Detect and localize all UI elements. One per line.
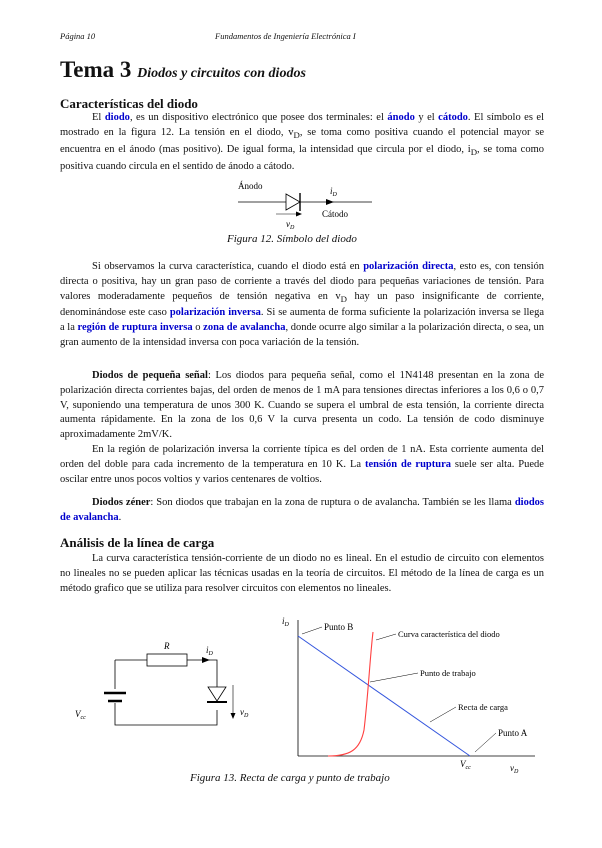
keyword-diodo: diodo (104, 112, 130, 123)
svg-text:vD: $v_D$ (240, 707, 249, 719)
svg-text:iD: $i_D$ (282, 616, 289, 628)
svg-text:vD: $v_D$ (286, 219, 295, 231)
point-b-label: Punto B (324, 622, 354, 632)
chapter-number: Tema 3 (60, 57, 132, 82)
term-zener: Diodos zéner (92, 497, 151, 508)
keyword-tension-ruptura: tensión de ruptura (364, 458, 451, 470)
chapter-subtitle: Diodos y circuitos con diodos (137, 66, 306, 81)
figure-12-caption: Figura 12. Símbolo del diodo (227, 233, 357, 245)
anode-label: Ánodo (238, 181, 263, 191)
figure-13-caption: Figura 13. Recta de carga y punto de trabajo (190, 772, 390, 784)
paragraph-zener: Diodos zéner: Son diodos que trabajan en la zona de ruptura o de avalancha. También se les llama diodos de avalancha. (60, 497, 544, 523)
svg-text:iD: $i_D$ (330, 186, 337, 198)
svg-text:Vcc: $V_{cc}$ (75, 709, 86, 721)
svg-text:vD: $v_D$ (510, 763, 519, 775)
keyword-zona-avalancha: zona de avalancha (203, 322, 286, 334)
keyword-catodo: cátodo (438, 112, 468, 123)
keyword-region-ruptura: región de ruptura inversa (77, 322, 193, 334)
circuit-diode-icon (208, 687, 226, 701)
paragraph-diode-intro: El diodo, es un dispositivo electrónico que posee dos terminales: el ánodo y el cátodo. El símbolo es el mostrado en la figura 12. La tensión en el diodo, $v_D$, se toma como positiva cuando el potencial mayor se encuentra en el ánodo (mas positivo). De igual forma, la intensidad que circula por el diodo, $i_D$, se toma como positiva cuando circula en el sentido de ánodo a cátodo. (60, 112, 545, 172)
cathode-label: Cátodo (322, 209, 348, 219)
work-point-label: Punto de trabajo (420, 668, 476, 678)
section-heading-load-line: Análisis de la línea de carga (60, 535, 215, 550)
diode-triangle-icon (286, 194, 300, 210)
section-heading-diode: Características del diodo (60, 96, 198, 111)
paragraph-load-line: La curva característica tensión-corriente de un diodo no es lineal. En el estudio de circuito con elementos no lineales no se pueden aplicar las técnicas usadas en la teoría de circuitos. El método de la línea de carga es un método grafico que se utiliza para resolver circuitos con elementos no lineales. (60, 553, 544, 594)
resistor-label: R (164, 641, 170, 651)
diode-curve (328, 632, 373, 756)
keyword-diodos-avalancha: diodos de avalancha (60, 497, 544, 523)
keyword-anodo: ánodo (387, 112, 415, 123)
paragraph-bias: Si observamos la curva característica, cuando el diodo está en polarización directa, esto es, con tensión directa o positiva, hay un gran paso de corriente a través del diodo para pequeñas variaciones de tensión. Para valores moderadamente pequeños de tensión negativa en $v_D$ hay un paso insignificante de corriente, denominándose este caso polarización inversa. Si se aumenta de forma suficiente la polarización inversa se llega a la región de ruptura inversa o zona de avalancha, donde ocurre algo similar a la polarización directa, o sea, un gran aumento de la intensidad inversa con poca variación de la tensión. (60, 261, 545, 349)
current-arrow-icon (326, 199, 334, 205)
diode-symbol-figure (230, 178, 380, 233)
svg-text:Vcc: $V_{cc}$ (460, 759, 471, 771)
keyword-polarizacion-inversa: polarización inversa (169, 307, 261, 319)
chapter-title (60, 57, 306, 83)
load-line-label: Recta de carga (458, 702, 508, 712)
paragraph-small-signal: Diodos de pequeña señal: Los diodos para pequeña señal, como el 1N4148 presentan en la zona de polarización directa corrientes bajas, del orden de menos de 1 mA para tensiones directas inferiores a los 0,6 o 0,7 V, suponiendo una temperatura de unos 300 K. Cuando se supera el umbral de esta tensión, la corriente directa aumenta rápidamente. En la zona de los 0,6 V la curva presenta un codo. La tensión de codo disminuye aproximadamente 2mV/K. En la región de polarización inversa la corriente típica es del orden de 1 nA. Esta corriente aumenta del orden del doble para cada incremento de la temperatura en 10 K. La tensión de ruptura suele ser alta. Puede oscilar entre unos pocos voltios y varios centenares de voltios. (60, 370, 545, 485)
page-number: Página 10 (60, 31, 96, 41)
circuit-current-arrow-icon (202, 657, 210, 663)
keyword-polarizacion-directa: polarización directa (363, 261, 454, 272)
load-line-graph (280, 612, 555, 777)
curve-label: Curva característica del diodo (398, 629, 500, 639)
load-line (298, 636, 470, 756)
svg-text:iD: $i_D$ (206, 645, 213, 657)
voltage-arrow-icon (296, 212, 302, 217)
circuit-diagram (70, 635, 270, 735)
point-a-label: Punto A (498, 728, 528, 738)
running-title: Fundamentos de Ingeniería Electrónica I (215, 31, 356, 41)
term-small-signal: Diodos de pequeña señal (92, 370, 208, 381)
resistor-icon (147, 654, 187, 666)
